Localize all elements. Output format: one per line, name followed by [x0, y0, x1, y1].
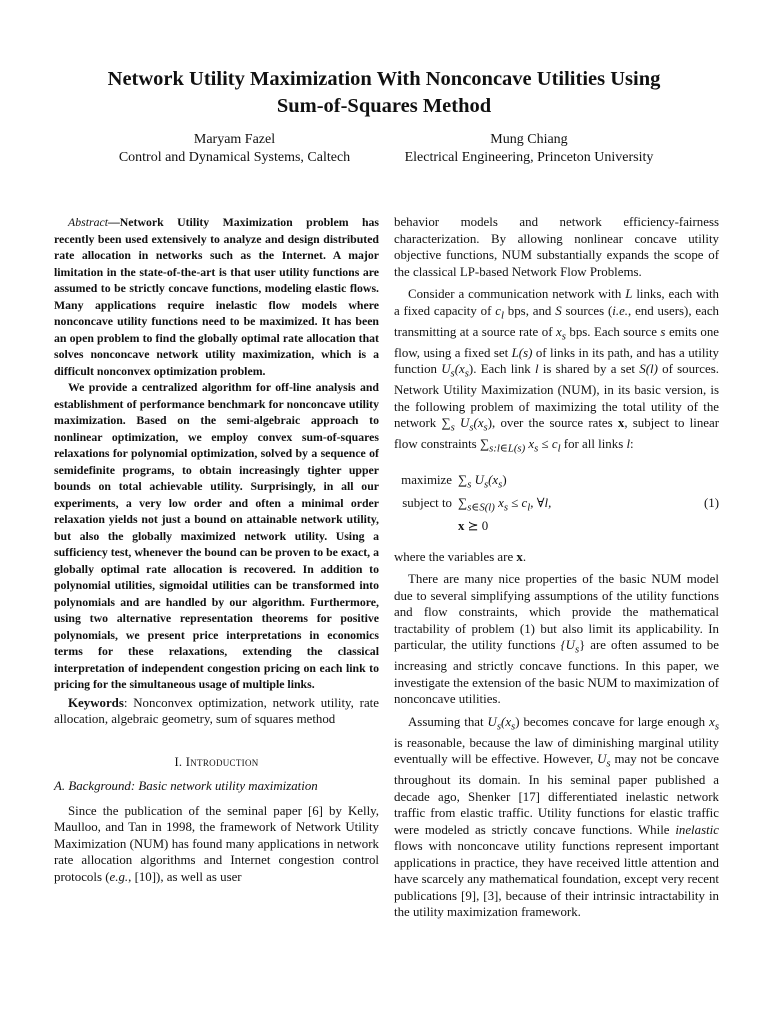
math-sub: s: [606, 757, 611, 770]
text-span: bps, and: [503, 303, 556, 318]
math-set: {U: [560, 638, 575, 653]
math-sum: ∑: [441, 416, 451, 431]
text-span: may not be concave throughout its domain. In his seminal paper published a decade ago, Shenker [17] differentiated inelastic network traffic from elastic traffic. Utility functions for elastic traffic were modeled as strictly concave functions. While: [394, 752, 719, 837]
math-sub: s:l∈L(s): [489, 442, 526, 455]
math-x-bold: x: [516, 549, 523, 564]
math-close: }: [579, 638, 586, 653]
intro-text: Since the publication of the seminal paper [6] by Kelly, Maulloo, and Tan in 1998, the framework of Network Utility Maximization (NUM) has found many applications in network rate allocation algorithms and Internet congestion control protocols (: [54, 803, 379, 884]
math-arg: (x: [488, 473, 499, 488]
math-sub: s: [574, 643, 580, 656]
text-inelastic: inelastic: [675, 822, 719, 837]
author-name: Maryam Fazel: [193, 132, 276, 147]
abstract-paragraph-2: We provide a centralized algorithm for off-line analysis and establishment of performance benchmark for nonconcave utility maximization. Based on the semi-algebraic approach to nonlinear optimization, we employ convex sum-of-squares relaxations for polynomial optimization, solved by a sequence of semidefinite programs, to obtain increasingly tighter upper bounds on total achievable utility. Surprisingly, in all our experiments, a very low order and often a minimal order relaxation yields not just a bound on attainable network utility, but also the globally maximized network utility. Using a sufficiency test, whenever the bound can be proven to be exact, a globally optimal rate allocation is recovered. In addition to polynomial utilities, sigmoidal utilities can be transformed into polynomials and are handled by our algorithm. Furthermore, using two alternative representation theorems for positive polynomials, we present price interpretations in economics terms for these relaxations, extending the classical interpretation of independent congestion pricing on each link to pricing for the simultaneous usage of multiple links.: [54, 380, 379, 691]
text-span: is shared by a set: [538, 362, 640, 377]
math-x-bold: x: [617, 416, 625, 431]
title-line-1: Network Utility Maximization With Nonconcave Utilities Using: [107, 68, 661, 90]
equation-number: (1): [703, 495, 719, 510]
math-sub: s: [483, 421, 488, 434]
math-U: U: [441, 362, 451, 377]
text-span: for all links: [560, 437, 627, 452]
equation-row-expr: [458, 471, 683, 494]
author-name: Mung Chiang: [490, 132, 568, 147]
math-sub: s: [483, 478, 489, 491]
text-span: sources (: [561, 303, 613, 318]
math-x-bold: x: [458, 518, 465, 533]
author-affiliation: Electrical Engineering, Princeton University: [404, 150, 654, 165]
math-le: ≤ c: [508, 495, 528, 510]
author-block-1: [92, 131, 377, 167]
math-forall: , ∀l,: [530, 495, 552, 510]
math-l: l: [535, 362, 539, 377]
math-sub: l: [557, 442, 561, 455]
math-sub: s: [714, 720, 720, 733]
math-sub: s: [496, 720, 502, 733]
keywords-label: Keywords: [68, 695, 124, 710]
equation-row-expr: [458, 517, 683, 535]
math-x: x: [494, 495, 504, 510]
math-close: ): [515, 714, 520, 729]
math-sub: s: [467, 478, 472, 491]
math-sub: s: [503, 501, 509, 514]
math-sum: ∑: [458, 473, 468, 488]
left-column: [54, 214, 379, 885]
math-s: s: [660, 324, 666, 339]
author-affiliation: Control and Dynamical Systems, Caltech: [118, 150, 351, 165]
equation-row-expr: [458, 494, 683, 517]
intro-eg: e.g.: [109, 869, 129, 884]
text-span: There are many nice properties of the basic NUM model due to several simplifying assumptions of the utility functions and flow constraints, which provide the mathematical tractability of problem (1) but also limit its applicability. In particular, the utility functions: [394, 572, 719, 653]
math-sub: s: [534, 442, 539, 455]
math-sub: l: [527, 501, 531, 514]
math-le: ≤ c: [538, 437, 558, 452]
subsection-heading-a: A. Background: Basic network utility maximization: [54, 779, 318, 793]
text-span: emits one flow, using a fixed set: [394, 324, 719, 360]
math-sum: ∑: [458, 495, 468, 510]
equation-row-label: subject to: [402, 495, 452, 510]
section-heading-introduction: [54, 754, 379, 771]
math-U: U: [597, 752, 607, 767]
math-sub: s: [511, 720, 516, 733]
math-S: S: [555, 303, 562, 318]
text-ie: i.e.: [612, 303, 629, 318]
math-U: U: [471, 473, 484, 488]
math-close: ): [502, 473, 507, 488]
text-span: , subject to linear flow constraints: [394, 416, 719, 452]
intro-text-tail: , [10]), as well as user: [128, 869, 242, 884]
right-paragraph-3: [394, 571, 719, 708]
math-arg: (x: [501, 714, 512, 729]
math-sub: s: [464, 367, 469, 380]
intro-paragraph-1: [54, 803, 379, 886]
right-paragraph-0: behavior models and network efficiency-fairness characterization. By allowing nonlinear concave utility objective functions, NUM substantially expands the scope of the classical LP-based Network Flow Problems.: [394, 215, 719, 279]
abstract-dash: —: [107, 215, 120, 229]
author-block-2: [380, 131, 678, 167]
title-line-2: Sum-of-Squares Method: [276, 95, 492, 117]
math-close: ): [468, 362, 474, 377]
math-succeq: ⪰ 0: [464, 518, 489, 533]
abstract-text-1: Network Utility Maximization problem has recently been used extensively to analyze and design distributed rate allocation in networks such as the Internet. A major limitation in the state-of-the-art is that user utility functions are assumed to be strictly concave functions, modeling elastic flows. Many applications require inelastic flow models where nonconcave utility functions need to be maximized. It has been an open problem to find the globally optimal rate allocation that solves nonconcave network utility maximization, which is a difficult nonconvex optimization problem.: [54, 215, 379, 378]
text-span: is reasonable, because the law of diminishing marginal utility eventually will be effective. However,: [394, 735, 719, 767]
math-l: l: [626, 437, 631, 452]
math-arg: (x: [454, 362, 465, 377]
text-span: of links in its path, and has a utility function: [394, 345, 720, 377]
math-x: x: [709, 714, 715, 729]
equation-1: [394, 471, 719, 534]
right-paragraph-2: [394, 549, 719, 566]
math-sub: s: [498, 478, 503, 491]
right-paragraph-1: [394, 286, 719, 457]
text-span: flows with nonconcave utility functions represent important applications in practice, they have received little attention and have scarcely any mathematical foundation, except very recent publications [9], [3], because of their intrinsic intractability in the utility maximization framework.: [394, 839, 719, 920]
right-column: [394, 214, 719, 921]
math-U: U: [454, 416, 470, 431]
equation-row-label-empty: [394, 517, 458, 535]
text-span: . Each link: [473, 362, 535, 377]
keywords-colon: :: [123, 695, 128, 710]
text-span: bps. Each source: [565, 324, 661, 339]
paper-title: [50, 66, 718, 120]
math-U: U: [487, 714, 497, 729]
text-span: becomes concave for large enough: [519, 714, 710, 729]
text-span: of sources. Network Utility Maximization (NUM), in its basic version, is the following problem of maximizing the total utility of the network: [394, 362, 719, 431]
math-sub: s: [469, 421, 474, 434]
text-span: , over the source rates: [492, 416, 618, 431]
section-numeral: I.: [174, 754, 186, 769]
math-sub: s∈S(l): [467, 501, 495, 514]
text-span: where the variables are: [394, 549, 517, 564]
math-close: ): [487, 416, 493, 431]
keywords: [54, 695, 379, 728]
math-c: c: [495, 303, 501, 318]
text-span: Consider a communication network with: [408, 287, 626, 301]
math-sub: s: [450, 367, 455, 380]
section-title: Introduction: [185, 754, 259, 769]
math-Sl: S(l): [639, 362, 658, 377]
abstract-label: Abstract: [68, 215, 108, 229]
abstract-paragraph-1: [54, 214, 379, 379]
math-x: x: [525, 437, 535, 452]
text-span: .: [522, 549, 527, 564]
text-span: :: [630, 437, 634, 452]
math-sub: l: [500, 309, 504, 322]
text-span: , end users), each transmitting at a source rate of: [394, 303, 719, 339]
math-arg: (x: [473, 416, 484, 431]
text-span: are often assumed to be increasing and strictly concave functions. In this paper, we investigate the extension of the basic NUM to maximization of nonconcave utilities.: [394, 638, 719, 707]
math-sum: ∑: [479, 437, 490, 452]
math-sub: s: [450, 421, 455, 434]
right-paragraph-4: [394, 714, 719, 921]
math-sub: s: [561, 330, 566, 343]
text-span: links, each with a fixed capacity of: [394, 287, 719, 318]
math-x: x: [555, 324, 562, 339]
math-L: L: [625, 287, 633, 301]
keywords-text: Nonconvex optimization, network utility, rate allocation, algebraic geometry, sum of squares method: [54, 695, 379, 726]
text-span: Assuming that: [408, 714, 488, 729]
math-Ls: L(s): [511, 345, 533, 360]
equation-row-label: maximize: [401, 473, 452, 488]
